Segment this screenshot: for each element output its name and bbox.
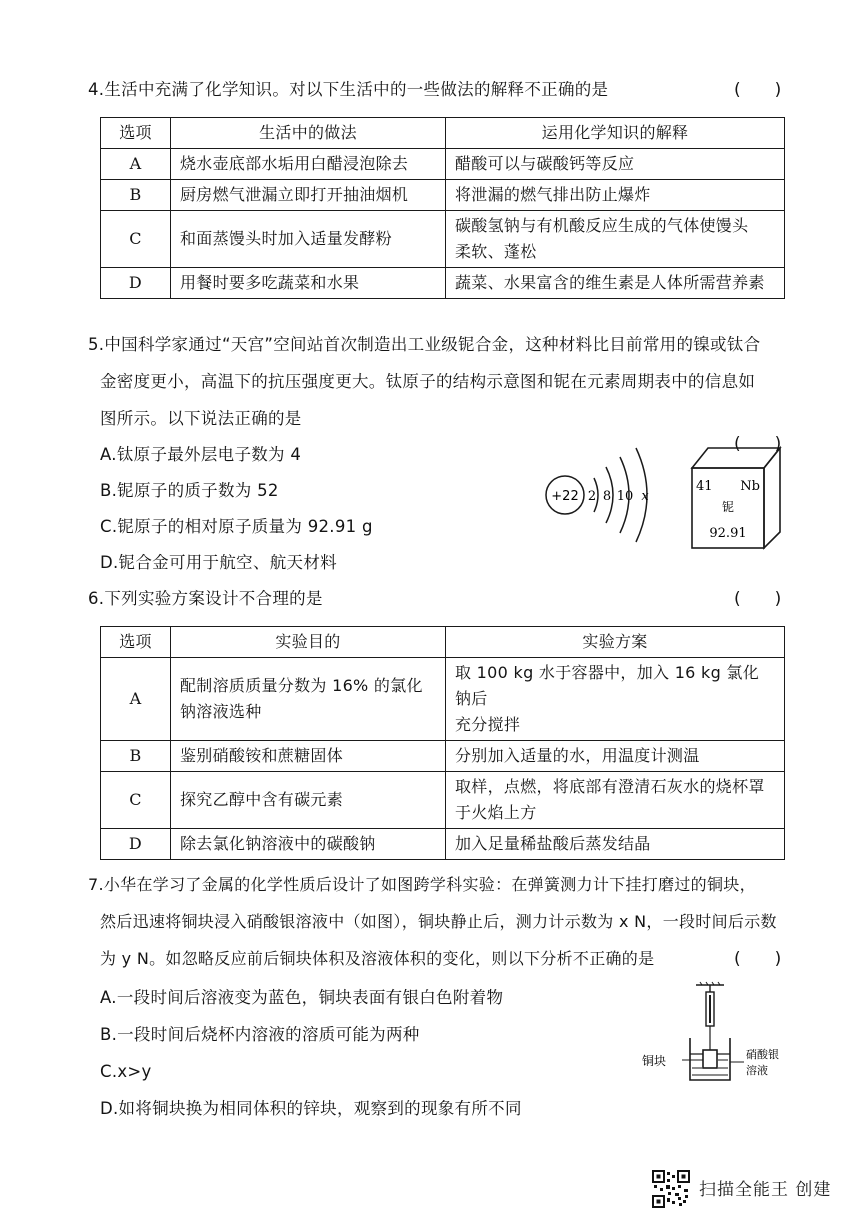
q7-stem-line-2: 然后迅速将铜块浸入硝酸银溶液中（如图），铜块静止后，测力计示数为 x N，一段时间后示数: [100, 912, 777, 931]
practice-cell: 和面蒸馒头时加入适量发酵粉: [171, 211, 446, 268]
table-row: [101, 829, 785, 860]
option-cell: C: [101, 211, 171, 268]
goal-line: 钠溶液选种: [180, 702, 262, 721]
solution-label-line: 硝酸银: [746, 1048, 779, 1061]
copper-block: [703, 1050, 717, 1068]
option-cell: B: [101, 741, 171, 772]
q6-answer-paren: ( ): [734, 589, 782, 609]
q5-stem-line-1: 5.中国科学家通过“天宫”空间站首次制造出工业级铌合金，这种材料比目前常用的镍或钛合: [88, 335, 761, 354]
goal-line: 配制溶质质量分数为 16% 的氯化: [180, 676, 423, 695]
q5-option-a: A.钛原子最外层电子数为 4: [100, 445, 302, 464]
plan-line: 取 100 kg 水于容器中，加入 16 kg 氯化钠后: [455, 663, 760, 708]
explain-cell: [446, 211, 785, 268]
q7-option-b: B.一段时间后烧杯内溶液的溶质可能为两种: [100, 1025, 420, 1044]
q5-stem-line-2: 金密度更小，高温下的抗压强度更大。钛原子的结构示意图和铌在元素周期表中的信息如: [100, 372, 756, 391]
practice-cell: 用餐时要多吃蔬菜和水果: [171, 268, 446, 299]
plan-cell: 加入足量稀盐酸后蒸发结晶: [446, 829, 785, 860]
copper-label: 铜块: [642, 1054, 667, 1068]
plan-line: 于火焰上方: [455, 803, 537, 822]
q7-option-a: A.一段时间后溶液变为蓝色，铜块表面有银白色附着物: [100, 988, 504, 1007]
q7-option-d: D.如将铜块换为相同体积的锌块，观察到的现象有所不同: [100, 1099, 522, 1118]
scanner-watermark-text: 扫描全能王 创建: [699, 1180, 832, 1200]
titanium-atom-diagram: [538, 440, 678, 550]
explain-cell: 将泄漏的燃气排出防止爆炸: [446, 180, 785, 211]
table-header-row: [101, 627, 785, 658]
practice-cell: 厨房燃气泄漏立即打开抽油烟机: [171, 180, 446, 211]
q6-stem: 6.下列实验方案设计不合理的是: [88, 589, 323, 608]
table-header-cell: 实验目的: [171, 627, 446, 658]
spring-scale-beaker-figure: [640, 980, 790, 1092]
q7-option-c: C.x>y: [100, 1062, 152, 1081]
table-row: [101, 180, 785, 211]
table-header-cell: 选项: [101, 118, 171, 149]
table-row: [101, 741, 785, 772]
shell-electron-count: 10: [616, 489, 634, 504]
element-name: 铌: [721, 500, 735, 514]
q4-stem: 4.生活中充满了化学知识。对以下生活中的一些做法的解释不正确的是: [88, 80, 609, 99]
explain-line: 柔软、蓬松: [455, 242, 537, 261]
plan-line: 充分搅拌: [455, 715, 521, 734]
element-atomic-mass: 92.91: [709, 526, 747, 541]
option-cell: B: [101, 180, 171, 211]
table-row: [101, 211, 785, 268]
table-row: [101, 658, 785, 741]
goal-cell: 除去氯化钠溶液中的碳酸钠: [171, 829, 446, 860]
plan-cell: [446, 658, 785, 741]
goal-cell: 鉴别硝酸铵和蔗糖固体: [171, 741, 446, 772]
option-cell: A: [101, 658, 171, 741]
option-cell: A: [101, 149, 171, 180]
practice-cell: 烧水壶底部水垢用白醋浸泡除去: [171, 149, 446, 180]
table-row: [101, 268, 785, 299]
q5-stem-line-3: 图所示。以下说法正确的是: [100, 409, 302, 428]
table-header-cell: 生活中的做法: [171, 118, 446, 149]
q7-stem-line-1: 7.小华在学习了金属的化学性质后设计了如图跨学科实验：在弹簧测力计下挂打磨过的铜块，: [88, 875, 756, 894]
goal-cell: 探究乙醇中含有碳元素: [171, 772, 446, 829]
qr-code-icon: [652, 1170, 690, 1208]
explain-line: 碳酸氢钠与有机酸反应生成的气体使馒头: [455, 216, 749, 235]
plan-cell: [446, 772, 785, 829]
q5-option-d: D.铌合金可用于航空、航天材料: [100, 553, 337, 572]
nucleus-charge: +22: [551, 489, 579, 504]
q4-table: [100, 117, 785, 299]
table-row: [101, 149, 785, 180]
element-symbol: Nb: [740, 479, 760, 494]
plan-cell: 分别加入适量的水，用温度计测温: [446, 741, 785, 772]
option-cell: D: [101, 829, 171, 860]
option-cell: D: [101, 268, 171, 299]
solution-label-line: 溶液: [746, 1064, 768, 1077]
explain-cell: 蔬菜、水果富含的维生素是人体所需营养素: [446, 268, 785, 299]
niobium-element-cube: [686, 440, 786, 552]
plan-line: 取样，点燃，将底部有澄清石灰水的烧杯罩: [455, 777, 765, 796]
table-header-row: [101, 118, 785, 149]
q5-answer-paren: ( ): [734, 434, 782, 454]
shell-electron-count: x: [641, 489, 649, 504]
cube-side-face: [764, 448, 780, 548]
table-header-cell: 选项: [101, 627, 171, 658]
table-header-cell: 运用化学知识的解释: [446, 118, 785, 149]
table-header-cell: 实验方案: [446, 627, 785, 658]
q7-stem-line-3: 为 y N。如忽略反应前后铜块体积及溶液体积的变化，则以下分析不正确的是: [100, 949, 655, 968]
shell-electron-count: 8: [602, 489, 612, 504]
q5-option-c: C.铌原子的相对原子质量为 92.91 g: [100, 517, 373, 536]
q6-table: [100, 626, 785, 860]
shell-electron-count: 2: [587, 489, 597, 504]
explain-cell: 醋酸可以与碳酸钙等反应: [446, 149, 785, 180]
q5-option-b: B.铌原子的质子数为 52: [100, 481, 279, 500]
goal-cell: [171, 658, 446, 741]
element-atomic-number: 41: [696, 479, 713, 494]
q4-answer-paren: ( ): [734, 80, 782, 100]
table-row: [101, 772, 785, 829]
option-cell: C: [101, 772, 171, 829]
q7-answer-paren: ( ): [734, 949, 782, 969]
